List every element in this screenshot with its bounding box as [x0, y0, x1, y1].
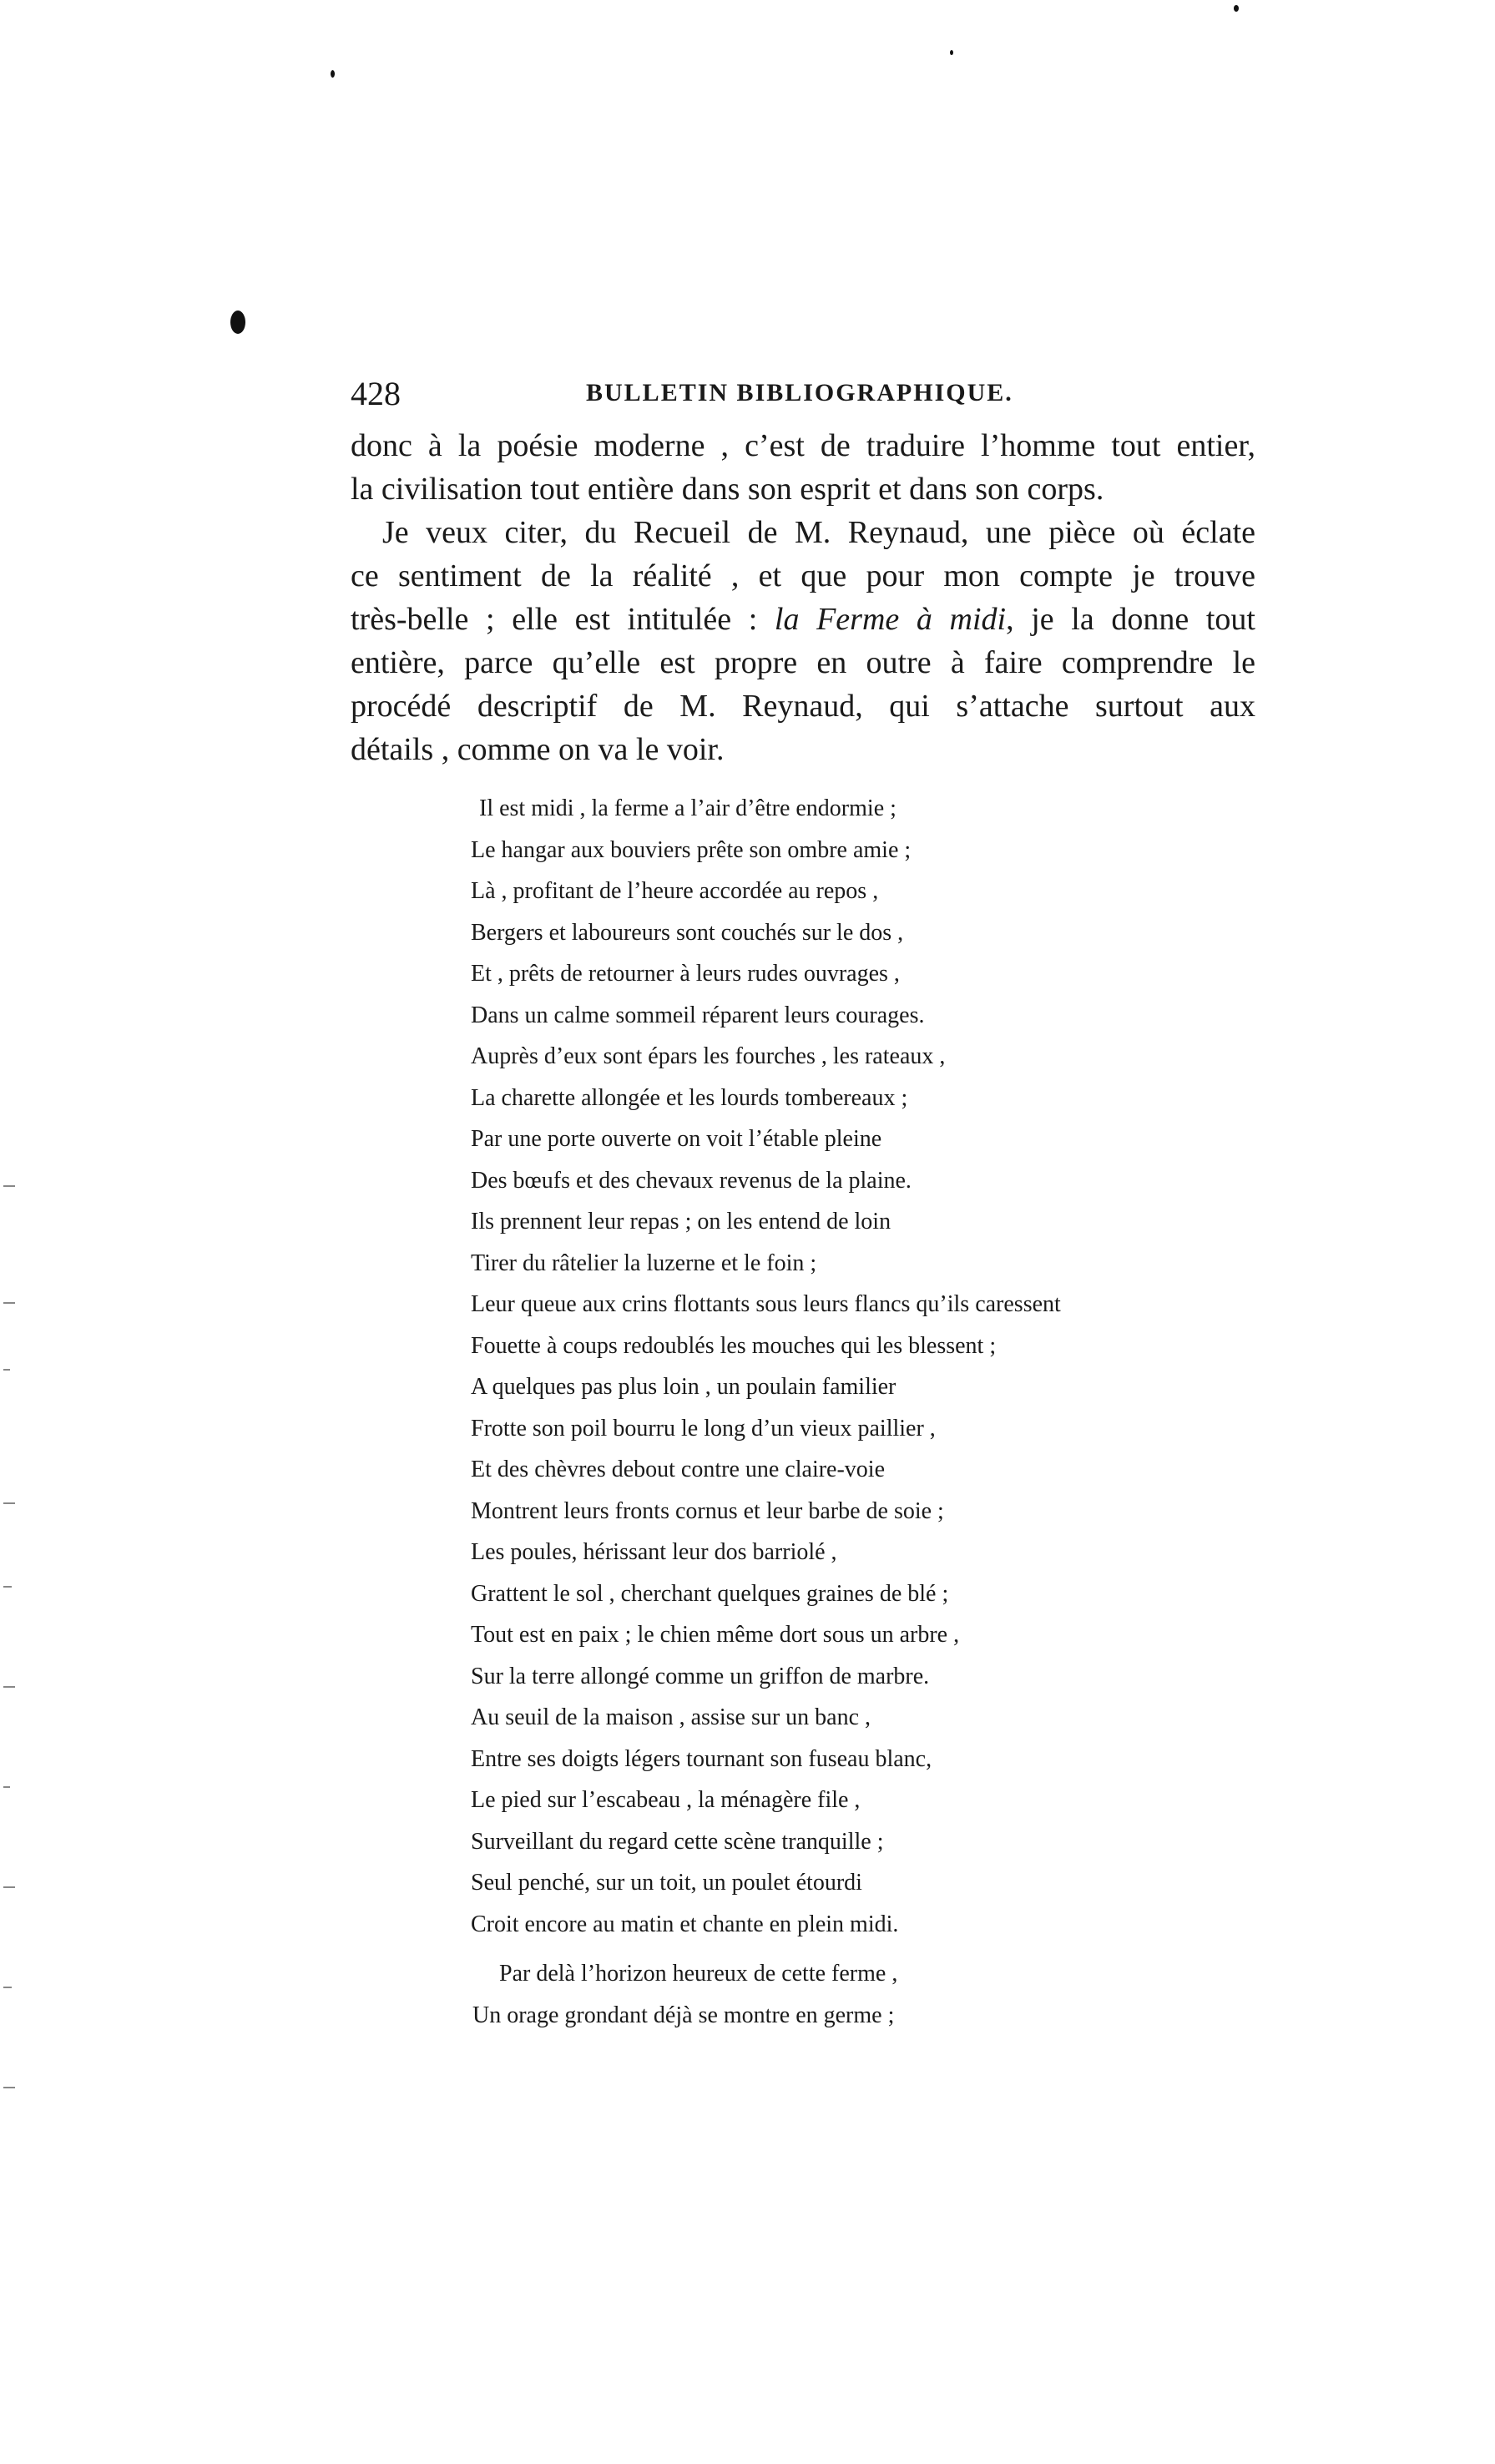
poem-verse: Ils prennent leur repas ; on les entend de loin: [471, 1209, 891, 1235]
poem-verse: Là , profitant de l’heure accordée au repos ,: [471, 878, 879, 904]
poem-verse: Un orage grondant déjà se montre en germe ;: [472, 2002, 895, 2028]
scan-edge-marks: [0, 1152, 23, 2404]
poem-verse: Entre ses doigts légers tournant son fuseau blanc,: [471, 1745, 932, 1772]
text-line: donc à la poésie moderne , c’est de traduire l’homme tout entier,: [351, 428, 1255, 463]
text-line: ce sentiment de la réalité , et que pour mon compte je trouve: [351, 558, 1255, 593]
poem-verse: Grattent le sol , cherchant quelques graines de blé ;: [471, 1580, 949, 1607]
text-line: entière, parce qu’elle est propre en outre à faire comprendre le: [351, 645, 1255, 680]
page-number: 428: [351, 375, 401, 412]
poem-verse: Il est midi , la ferme a l’air d’être endormie ;: [479, 795, 896, 821]
poem-verse: Le hangar aux bouviers prête son ombre amie ;: [471, 836, 912, 863]
poem-verse: Par une porte ouverte on voit l’étable pleine: [471, 1126, 882, 1152]
poem-stanza-2: [472, 1953, 897, 2036]
poem-stanza-1: [471, 788, 1061, 1945]
poem-verse: Et des chèvres debout contre une claire-voie: [471, 1457, 886, 1482]
poem-verse: Surveillant du regard cette scène tranquille ;: [471, 1828, 884, 1855]
text-line-part: , je la donne tout: [1006, 602, 1255, 637]
text-line-part: très-belle ; elle est intitulée :: [351, 602, 758, 637]
text-line: détails , comme on va le voir.: [351, 732, 725, 767]
poem-verse: Sur la terre allongé comme un griffon de marbre.: [471, 1663, 930, 1689]
poem-verse: Fouette à coups redoublés les mouches qui les blessent ;: [471, 1332, 997, 1359]
ink-speck: [950, 50, 953, 55]
running-title: BULLETIN BIBLIOGRAPHIQUE.: [586, 379, 1013, 406]
poem-verse: Les poules, hérissant leur dos barriolé ,: [471, 1539, 837, 1565]
poem-verse: Seul penché, sur un toit, un poulet étourdi: [471, 1870, 862, 1896]
page-header: [351, 374, 1269, 424]
poem-verse: Leur queue aux crins flottants sous leurs flancs qu’ils caressent: [471, 1291, 1061, 1317]
poem-verse: Par delà l’horizon heureux de cette ferme ,: [499, 1961, 898, 1987]
text-line: [351, 598, 1255, 641]
paragraph-2: [351, 511, 1255, 771]
text-line: Je veux citer, du Recueil de M. Reynaud, une pièce où éclate: [382, 515, 1255, 550]
poem-verse: Bergers et laboureurs sont couchés sur le dos ,: [471, 919, 904, 946]
ink-speck: [1234, 5, 1239, 12]
prose-body: [351, 424, 1255, 771]
poem-verse: Des bœufs et des chevaux revenus de la plaine.: [471, 1167, 912, 1194]
poem-verse: Croit encore au matin et chante en plein midi.: [471, 1911, 899, 1937]
poem-verse: Montrent leurs fronts cornus et leur barbe de soie ;: [471, 1497, 944, 1524]
poem-verse: Frotte son poil bourru le long d’un vieux paillier ,: [471, 1415, 936, 1442]
ink-blot: [230, 311, 245, 334]
poem-verse: A quelques pas plus loin , un poulain familier: [471, 1374, 896, 1400]
ink-speck: [331, 70, 335, 78]
poem-verse: Tout est en paix ; le chien même dort sous un arbre ,: [471, 1622, 960, 1648]
poem-title: la Ferme à midi: [774, 602, 1007, 637]
poem-verse: La charette allongée et les lourds tombereaux ;: [471, 1084, 908, 1111]
text-line: la civilisation tout entière dans son esprit et dans son corps.: [351, 472, 1104, 507]
poem-verse: Auprès d’eux sont épars les fourches , les rateaux ,: [471, 1043, 946, 1069]
poem-verse: Tirer du râtelier la luzerne et le foin ;: [471, 1250, 817, 1276]
poem-verse: Dans un calme sommeil réparent leurs courages.: [471, 1002, 925, 1028]
poem-verse: Au seuil de la maison , assise sur un banc ,: [471, 1704, 871, 1730]
text-line: procédé descriptif de M. Reynaud, qui s’attache surtout aux: [351, 689, 1255, 724]
paragraph-1: [351, 424, 1255, 511]
poem-verse: Le pied sur l’escabeau , la ménagère file ,: [471, 1787, 861, 1813]
poem-verse: Et , prêts de retourner à leurs rudes ouvrages ,: [471, 961, 900, 987]
